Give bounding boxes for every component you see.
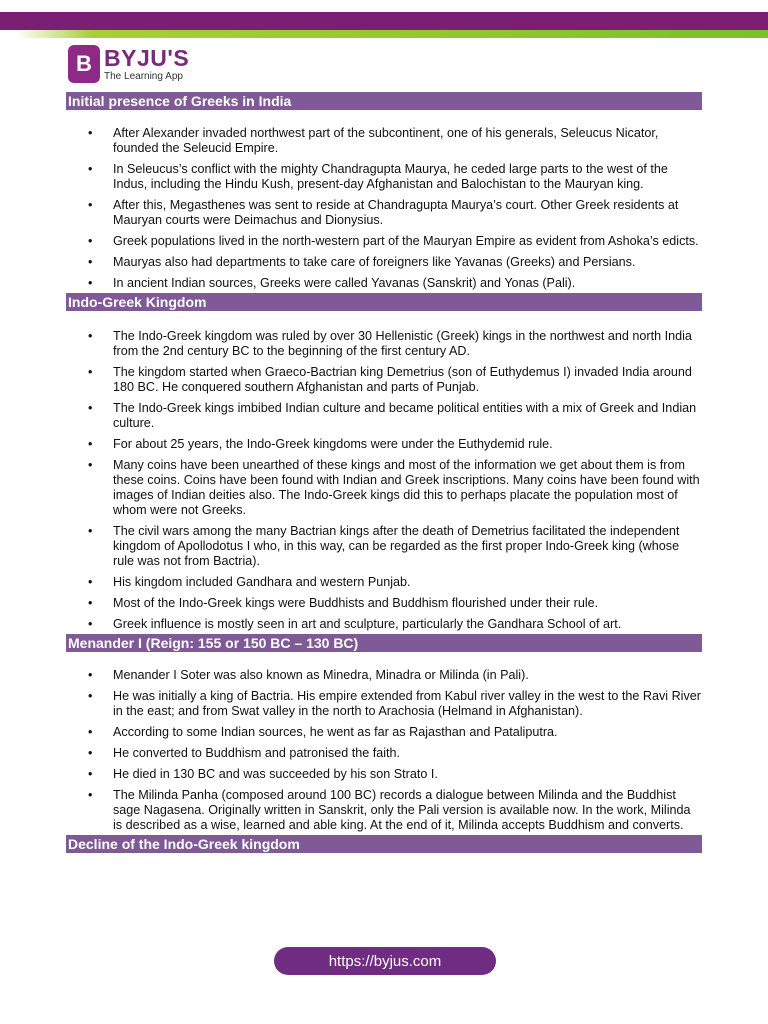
- list-item: • In Seleucus’s conflict with the mighty Chandragupta Maurya, he ceded large parts to the west of the Indus, including the Hindu Kush, present-day Afghanistan and Balochistan to the Mauryan king.: [66, 162, 702, 192]
- header-green-stripe: [0, 30, 768, 38]
- list-item: • In ancient Indian sources, Greeks were called Yavanas (Sanskrit) and Yonas (Pali).: [66, 276, 702, 291]
- list-item: • Mauryas also had departments to take care of foreigners like Yavanas (Greeks) and Persians.: [66, 255, 702, 270]
- list-item: • The kingdom started when Graeco-Bactrian king Demetrius (son of Euthydemus I) invaded India around 180 BC. He conquered southern Afghanistan and parts of Punjab.: [66, 365, 702, 395]
- section-initial-presence: [66, 92, 702, 291]
- list-item: • After this, Megasthenes was sent to reside at Chandragupta Maurya’s court. Other Greek residents at Mauryan courts were Deimachus and Dionysius.: [66, 198, 702, 228]
- section-heading: Indo-Greek Kingdom: [66, 293, 702, 311]
- list-item: • His kingdom included Gandhara and western Punjab.: [66, 575, 702, 590]
- list-item: • He was initially a king of Bactria. His empire extended from Kabul river valley in the west to the Ravi River in the east; and from Swat valley in the north to Arachosia (Helmand in Afghanistan).: [66, 689, 702, 719]
- bullet-list: [66, 652, 702, 833]
- bullet-list: [66, 110, 702, 291]
- section-menander: [66, 634, 702, 833]
- list-item: • The civil wars among the many Bactrian kings after the death of Demetrius facilitated the independent kingdom of Apollodotus I who, in this way, can be regarded as the first proper Indo-Greek king (whose rule was not from Bactria).: [66, 524, 702, 569]
- list-item: • Greek populations lived in the north-western part of the Mauryan Empire as evident from Ashoka’s edicts.: [66, 234, 702, 249]
- list-item: • Most of the Indo-Greek kings were Buddhists and Buddhism flourished under their rule.: [66, 596, 702, 611]
- list-item: • For about 25 years, the Indo-Greek kingdoms were under the Euthydemid rule.: [66, 437, 702, 452]
- logo-brand-name: BYJU'S: [104, 44, 190, 71]
- logo-tagline: The Learning App: [104, 70, 183, 82]
- list-item: • The Indo-Greek kingdom was ruled by over 30 Hellenistic (Greek) kings in the northwest and north India from the 2nd century BC to the beginning of the first century AD.: [66, 329, 702, 359]
- section-heading: Menander I (Reign: 155 or 150 BC – 130 BC): [66, 634, 702, 652]
- logo-mark-icon: B: [68, 45, 100, 83]
- section-heading: Decline of the Indo-Greek kingdom: [66, 835, 702, 853]
- footer-url-link[interactable]: https://byjus.com: [274, 947, 496, 975]
- byjus-logo: [68, 44, 189, 84]
- header-band: [0, 0, 768, 40]
- list-item: • Menander I Soter was also known as Minedra, Minadra or Milinda (in Pali).: [66, 668, 702, 683]
- list-item: • Many coins have been unearthed of these kings and most of the information we get about them is from these coins. Coins have been found with Indian and Greek inscriptions. Many coins have been found with images of Indian deities also. The Indo-Greek kings did this to perhaps placate the population most of whom were not Greeks.: [66, 458, 702, 518]
- list-item: • According to some Indian sources, he went as far as Rajasthan and Pataliputra.: [66, 725, 702, 740]
- list-item: • The Indo-Greek kings imbibed Indian culture and became political entities with a mix of Greek and Indian culture.: [66, 401, 702, 431]
- list-item: • Greek influence is mostly seen in art and sculpture, particularly the Gandhara School of art.: [66, 617, 702, 632]
- list-item: • He died in 130 BC and was succeeded by his son Strato I.: [66, 767, 702, 782]
- list-item: • He converted to Buddhism and patronised the faith.: [66, 746, 702, 761]
- section-decline: [66, 835, 702, 853]
- list-item: • After Alexander invaded northwest part of the subcontinent, one of his generals, Seleucus Nicator, founded the Seleucid Empire.: [66, 126, 702, 156]
- header-purple-stripe: [0, 12, 768, 31]
- document-body: [66, 92, 702, 853]
- bullet-list: [66, 311, 702, 632]
- section-heading: Initial presence of Greeks in India: [66, 92, 702, 110]
- list-item: • The Milinda Panha (composed around 100 BC) records a dialogue between Milinda and the Buddhist sage Nagasena. Originally written in Sanskrit, only the Pali version is available now. In the work, Milinda is described as a wise, learned and able king. At the end of it, Milinda accepts Buddhism and converts.: [66, 788, 702, 833]
- section-indo-greek-kingdom: [66, 293, 702, 632]
